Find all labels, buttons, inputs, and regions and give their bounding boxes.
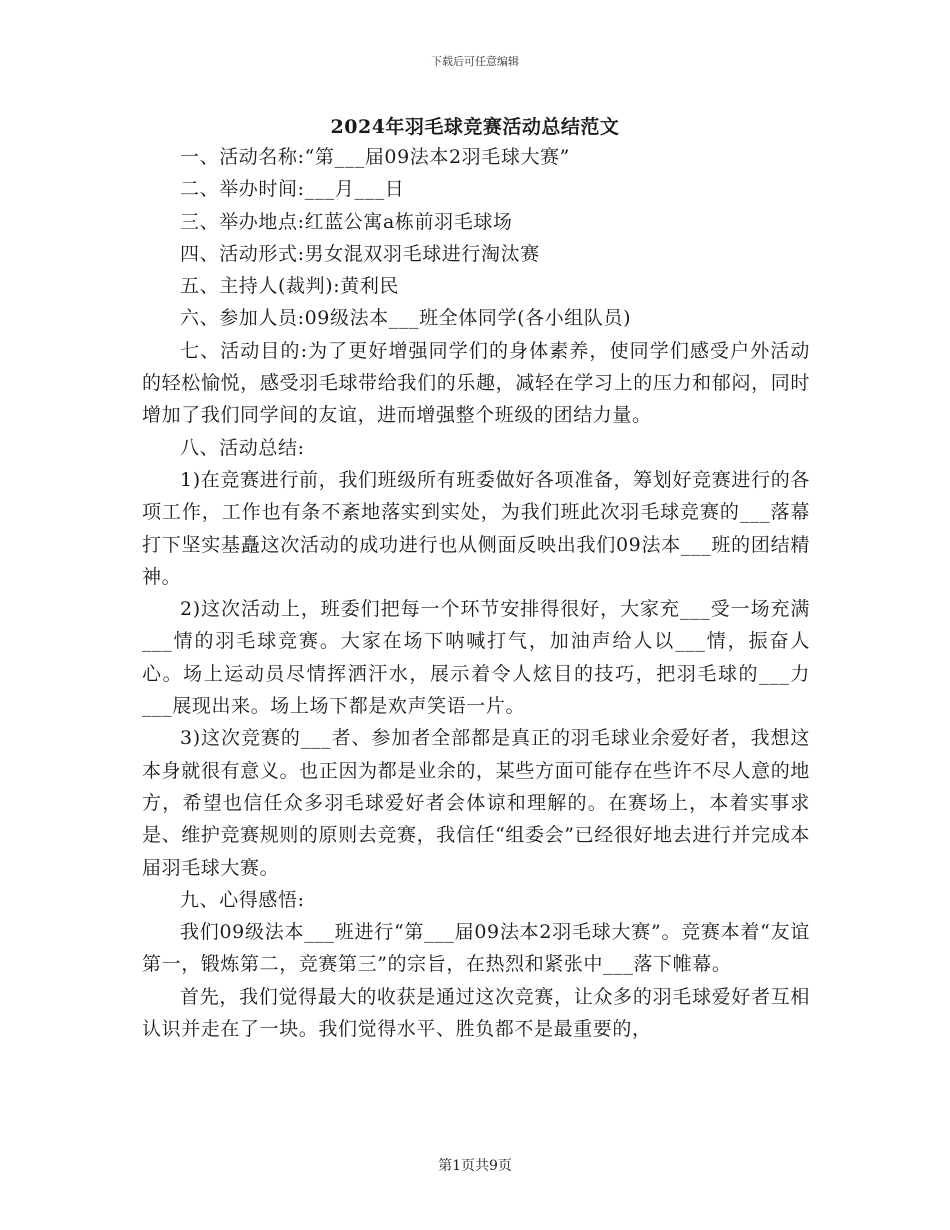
paragraph-purpose: 七、活动目的:为了更好增强同学们的身体素养，使同学们感受户外活动的轻松愉悦，感受羽毛球带给我们的乐趣，减轻在学习上的压力和郁闷，同时增加了我们同学间的友谊，进而增强整个班级的团结力量。 <box>142 339 810 427</box>
paragraph-participants: 六、参加人员:09级法本___班全体同学(各小组队员) <box>180 307 632 330</box>
paragraph-summary-1: 1)在竞赛进行前，我们班级所有班委做好各项准备，筹划好竞赛进行的各项工作，工作也有条不紊地落实到实处，为我们班此次羽毛球竞赛的___落幕打下坚实基矗这次活动的成功进行也从侧面反映出我们09法本___班的团结精神。 <box>142 468 810 588</box>
document-title: 2024年羽毛球竞赛活动总结范文 <box>330 116 620 138</box>
paragraph-activity-location: 三、举办地点:红蓝公寓a栋前羽毛球场 <box>180 210 513 233</box>
paragraph-activity-format: 四、活动形式:男女混双羽毛球进行淘汰赛 <box>180 242 540 265</box>
paragraph-activity-name: 一、活动名称:“第___届09法本2羽毛球大赛” <box>180 146 570 168</box>
header-note: 下载后可任意编辑 <box>431 55 519 68</box>
page-footer: 第1页共9页 <box>438 1158 512 1174</box>
document-body <box>142 141 810 1045</box>
paragraph-summary-3: 3)这次竞赛的___者、参加者全部都是真正的羽毛球业余爱好者，我想这本身就很有意义。也正因为都是业余的，某些方面可能存在些许不尽人意的地方，希望也信任众多羽毛球爱好者会体谅和理解的。在赛场上，本着实事求是、维护竞赛规则的原则去竞赛，我信任“组委会”已经很好地去进行并完成本届羽毛球大赛。 <box>142 727 810 879</box>
paragraph-reflection-1: 我们09级法本___班进行“第___届09法本2羽毛球大赛”。竞赛本着“友谊第一，锻炼第二，竞赛第三”的宗旨，在热烈和紧张中___落下帷幕。 <box>142 921 810 976</box>
heading-reflection: 九、心得感悟: <box>180 888 305 911</box>
paragraph-host: 五、主持人(裁判):黄利民 <box>180 275 400 298</box>
paragraph-reflection-2: 首先，我们觉得最大的收获是通过这次竞赛，让众多的羽毛球爱好者互相认识并走在了一块。我们觉得水平、胜负都不是最重要的， <box>142 985 810 1041</box>
paragraph-activity-time: 二、举办时间:___月___日 <box>180 178 405 201</box>
heading-summary: 八、活动总结: <box>180 436 305 459</box>
paragraph-summary-2: 2)这次活动上，班委们把每一个环节安排得很好，大家充___受一场充满___情的羽毛球竞赛。大家在场下呐喊打气，加油声给人以___情，振奋人心。场上运动员尽情挥洒汗水，展示着令人炫目的技巧，把羽毛球的___力___展现出来。场上场下都是欢声笑语一片。 <box>142 598 810 718</box>
